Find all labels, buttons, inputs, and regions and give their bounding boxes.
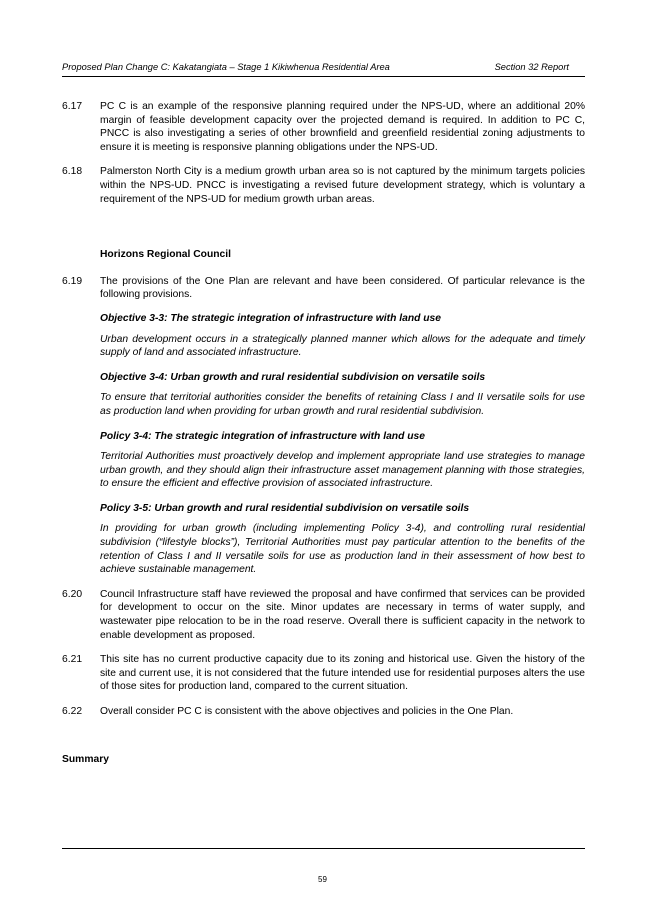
paragraph-text: Council Infrastructure staff have reviewed the proposal and have confirmed that services can be provided for development to occur on the site. Minor updates are necessary in terms of water supply, and wastewater pipe relocation to be in the road reserve. Overall there is sufficient capacity in the network to enable development as proposed.: [100, 588, 585, 641]
provision-body: To ensure that territorial authorities consider the benefits of retaining Class I and II versatile soils for use as production land when providing for urban growth and rural residential subdivision.: [100, 392, 585, 417]
paragraph-number: 6.17: [62, 101, 83, 112]
paragraph-number: 6.20: [62, 588, 83, 600]
header-title: Proposed Plan Change C: Kakatangiata – Stage 1 Kikiwhenua Residential Area: [62, 62, 390, 72]
provision-objective-3-3: [62, 312, 585, 360]
paragraph-number: 6.19: [62, 275, 83, 287]
footer-divider: [62, 848, 585, 849]
paragraph-number: 6.18: [62, 166, 83, 178]
provision-policy-3-4: [62, 430, 585, 491]
paragraph-text: PC C is an example of the responsive planning required under the NPS-UD, where an additional 20% margin of feasible development capacity over the projected demand is required. In addition to PC C, PNCC is also investigating a series of other brownfield and greenfield residential zoning adjustments to ensure it is meeting is responsive planning obligations under the NPS-UD.: [100, 101, 585, 153]
page-number: 59: [318, 875, 327, 884]
page-header: [62, 60, 585, 77]
paragraph-text: This site has no current productive capacity due to its zoning and historical use. Given the history of the site and current use, it is not considered that the future intended use for residential purposes alters the use of those sites for production land, compared to the current situation.: [100, 654, 585, 693]
paragraph-text: Overall consider PC C is consistent with the above objectives and policies in the One Plan.: [100, 706, 514, 717]
provision-title: Objective 3-3: The strategic integration of infrastructure with land use: [100, 312, 442, 324]
paragraph-number: 6.21: [62, 654, 83, 666]
paragraph-6-18: [62, 165, 585, 206]
section-heading: Horizons Regional Council: [100, 249, 232, 261]
paragraph-6-22: [62, 705, 585, 719]
header-section: Section 32 Report: [494, 62, 569, 72]
provision-objective-3-4: [62, 371, 585, 419]
provision-title: Policy 3-4: The strategic integration of infrastructure with land use: [100, 430, 425, 442]
provision-body: Territorial Authorities must proactively develop and implement appropriate land use strategies to manage urban growth, and they should align their infrastructure asset management planning with those strategies, to ensure the efficient and effective provision of associated infrastructure.: [100, 451, 585, 490]
paragraph-6-20: [62, 588, 585, 642]
provision-body: In providing for urban growth (including implementing Policy 3-4), and controlling rural residential subdivision (“lifestyle blocks”), Territorial Authorities must pay particular attention to the benefits of the retention of Class I and II versatile soils for use as production land in their assessment of how best to achieve sustainable management.: [100, 523, 585, 576]
provision-policy-3-5: [62, 502, 585, 577]
paragraph-number: 6.22: [62, 706, 83, 717]
paragraph-text: The provisions of the One Plan are relevant and have been considered. Of particular relevance is the following provisions.: [100, 275, 585, 301]
summary-heading: Summary: [62, 753, 109, 765]
provision-title: Objective 3-4: Urban growth and rural residential subdivision on versatile soils: [100, 371, 486, 383]
provision-title: Policy 3-5: Urban growth and rural residential subdivision on versatile soils: [100, 502, 470, 514]
document-body: [62, 100, 585, 766]
provision-body: Urban development occurs in a strategically planned manner which allows for the adequate and timely supply of land and associated infrastructure.: [100, 333, 585, 359]
paragraph-6-21: [62, 653, 585, 694]
paragraph-text: Palmerston North City is a medium growth urban area so is not captured by the minimum targets policies within the NPS-UD. PNCC is investigating a revised future development strategy, which is voluntary a requirement of the NPS-UD for medium growth urban areas.: [100, 166, 585, 205]
paragraph-6-17: [62, 100, 585, 154]
paragraph-6-19: [62, 275, 585, 302]
